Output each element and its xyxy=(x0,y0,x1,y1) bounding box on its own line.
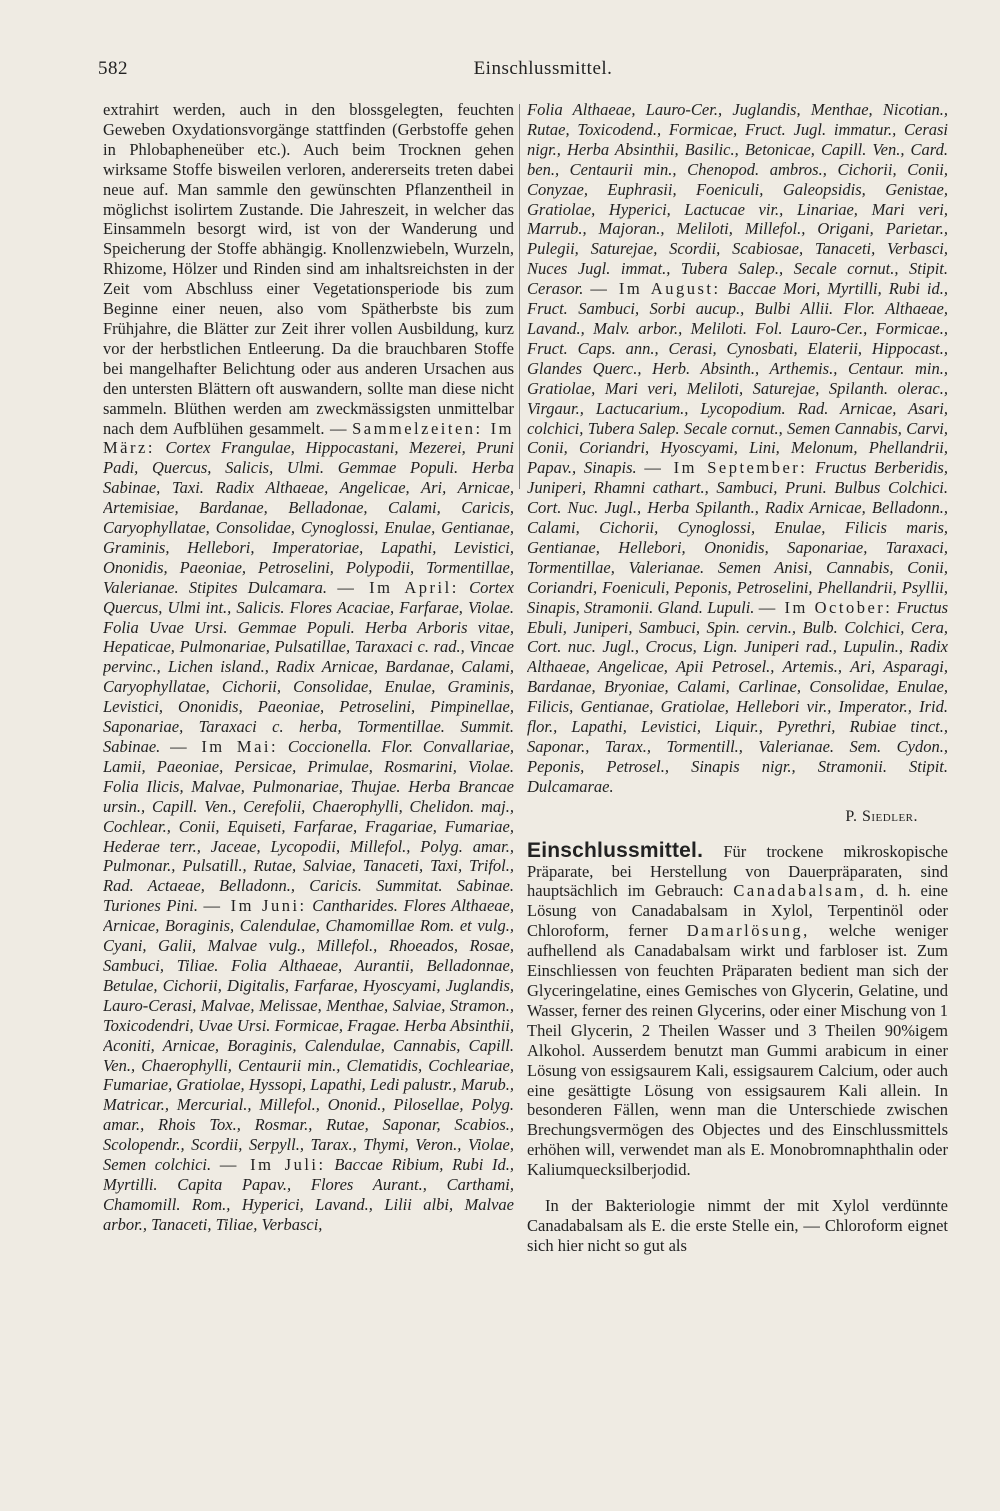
canadabalsam-term: Canadabalsam, xyxy=(733,881,867,901)
juli-list-continued: Folia Althaeae, Lauro-Cer., Juglandis, Menthae, Nicotian., Rutae, Toxicodend., Formicae, Fruct. Jugl. immatur., Cerasi nigr., Herba Absinthii, Basilic., Betonicae, Capill. Ven., Card. ben., Centaurii min., Chenopod. ambros., Cichorii, Conii, Conyzae, Euphrasii, Foeniculi, Galeopsidis, Genistae, Gratiolae, Hyperici, Lactucae vir., Linariae, Mari veri, Marrub., Majoran., Meliloti, Millefol., Origani, Parietar., Pulegii, Saturejae, Scordii, Scabiosae, Tanaceti, Verbasci, Nuces Jugl. immat., Tubera Salep., Secale cornut., Stipit. Cerasor. xyxy=(527,100,948,299)
body-paragraph xyxy=(103,100,514,1235)
page-number: 582 xyxy=(98,58,128,79)
entry-text-3: welche weniger aufhellend als Canadabalsam wirkt und farbloser ist. Zum Einschliessen von feuchten Präparaten bedient man sich der Glyceringelatine, eines Gemisches von Glycerin, Gelatine, und Wasser, ferner des reinen Glycerins, oder einer Mischung von 1 Theil Glycerin, 2 Theilen Wasser und 3 Theilen 90%igem Alkohol. Ausserdem benutzt man Gummi arabicum in einer Lösung von essigsaurem Kali, essigsaurem Calcium, oder auch eine gesättigte Lösung von essigsaurem Kali allein. In besonderen Fällen, wenn man die Unterschiede zwischen Brechungsvermögen des Objectes und des Einschlussmittels erhöhen will, verwendet man als E. Monobromnaphthalin oder Kaliumquecksilberjodid. xyxy=(527,921,948,1180)
juli-list: Baccae Ribium, Rubi Id., Myrtilli. Capita Papav., Flores Aurant., Carthami, Chamomill. Rom., Hyperici, Lavand., Lilii albi, Malvae arbor., Tanaceti, Tiliae, Verbasci, xyxy=(103,1155,514,1234)
august-label: — Im August: xyxy=(590,279,721,299)
right-column xyxy=(527,100,948,1480)
juni-label: — Im Juni: xyxy=(203,896,307,916)
paragraph-gap xyxy=(527,1180,948,1196)
entry-text-1: Für trockene mikroskopische Präparate, bei Herstellung von Dauerpräparaten, sind hauptsächlich im Gebrauch: xyxy=(527,841,948,901)
october-list: Fructus Ebuli, Juniperi, Sambuci, Spin. cervin., Bulb. Colchici, Cera, Cort. nuc. Jugl., Crocus, Lign. Juniperi rad., Lupulin., Radix Althaeae, Angelicae, Apii Petrosel., Artemis., Ari, Asparagi, Bardanae, Bryoniae, Calami, Carlinae, Consolidae, Enulae, Filicis, Gentianae, Gratiolae, Hellebori vir., Imperator., Irid. flor., Lapathi, Levistici, Liquir., Pyrethri, Rubiae tinct., Saponar., Tarax., Tormentill., Valerianae. Sem. Cydon., Peponis, Petrosel., Sinapis nigr., Stramonii. Stipit. Dulcamarae. xyxy=(527,597,948,796)
juli-label: — Im Juli: xyxy=(219,1155,326,1175)
damarloesung-term: Damarlösung, xyxy=(686,921,810,941)
april-label: — Im April: xyxy=(337,577,459,597)
author-signature: P. Siedler. xyxy=(845,807,918,825)
september-label: — Im September: xyxy=(644,458,808,478)
left-column xyxy=(103,100,514,1480)
mai-label: — Im Mai: xyxy=(170,737,279,756)
mai-list: Coccionella. Flor. Convallariae, Lamii, Paeoniae, Persicae, Primulae, Rosmarini, Violae. Folia Ilicis, Malvae, Pulmonariae, Thujae. Herba Brancae ursin., Capill. Ven., Cerefolii, Chaerophylli, Chelidon. maj., Cochlear., Conii, Equiseti, Farfarae, Fragariae, Fumariae, Hederae terr., Jaceae, Lycopodii, Millefol., Polyg. amar., Pulmonar., Pulsatill., Rutae, Salviae, Tanaceti, Taxi, Trifol., Rad. Actaeae, Belladonn., Caricis. Summitat. Sabinae. Turiones Pini. xyxy=(103,737,514,916)
entry-paragraph xyxy=(527,838,948,1180)
maerz-list: Cortex Frangulae, Hippocastani, Mezerei, Pruni Padi, Quercus, Salicis, Ulmi. Gemmae Populi. Herba Sabinae, Taxi. Radix Althaeae, Angelicae, Ari, Arnicae, Artemisiae, Bardanae, Belladonae, Calami, Caricis, Caryophyllatae, Consolidae, Cynoglossi, Enulae, Gentianae, Graminis, Hellebori, Imperatoriae, Lapathi, Levistici, Ononidis, Paeoniae, Petroselini, Polypodii, Tormentillae, Valerianae. Stipites Dulcamara. xyxy=(103,438,514,597)
intro-text: extrahirt werden, auch in den blossgelegten, feuchten Geweben Oxydationsvorgänge stattfinden (Gerbstoffe gehen in Phlobapheneüber etc.). Auch beim Trocknen gehen wirksame Stoffe bisweilen verloren, andererseits treten dabei neue auf. Man sammle den gewünschten Pflanzentheil in möglichst isolirtem Zustande. Die Jahreszeit, in welcher das Einsammeln besorgt wird, ist von der Wanderung und Speicherung der Stoffe abhängig. Knollenzwiebeln, Wurzeln, Rhizome, Hölzer und Rinden sind am inhaltsreichsten in der Zeit vom Abschluss einer Vegetationsperiode bis zum Beginne einer neuen, also vom Spätherbste bis zum Frühjahre, die Blätter zur Zeit ihrer vollen Ausbildung, kurz vor der herbstlichen Entleerung. Da die brauchbaren Stoffe bei mangelhafter Belichtung oder aus anderen Ursachen aus den untersten Blättern oft auswandern, sollte man diese nicht sammeln. Blüthen werden am zweckmässigsten unmittelbar nach dem Aufblühen gesammelt. — xyxy=(103,100,514,438)
entry-text-2: d. h. eine Lösung von Canadabalsam in Xylol, Terpentinöl oder Chloroform, ferner xyxy=(527,881,948,941)
entry-heading: Einschlussmittel. xyxy=(527,838,704,862)
october-label: — Im October: xyxy=(758,597,893,617)
sammelzeiten-label: Sammelzeiten: Im März: xyxy=(103,418,514,458)
sammelzeiten-continued xyxy=(527,100,948,797)
bakteriologie-paragraph xyxy=(527,1196,948,1256)
september-list: Fructus Berberidis, Juniperi, Rhamni cathart., Sambuci, Pruni. Bulbus Colchici. Cort. Nuc. Jugl., Herba Spilanth., Radix Arnicae, Belladonn., Calami, Cichorii, Cynoglossi, Enulae, Filicis maris, Gentianae, Hellebori, Ononidis, Saponariae, Taraxaci, Tormentillae, Valerianae. Semen Anisi, Cannabis, Conii, Coriandri, Foeniculi, Peponis, Petroselini, Phellandrii, Psyllii, Sinapis, Stramonii. Gland. Lupuli. xyxy=(527,458,948,617)
page-header xyxy=(98,58,948,86)
august-list: Baccae Mori, Myrtilli, Rubi id., Fruct. Sambuci, Sorbi aucup., Bulbi Allii. Flor. Althaeae, Lavand., Malv. arbor., Meliloti. Fol. Lauro-Cer., Formicae., Fruct. Caps. ann., Cerasi, Cynosbati, Elaterii, Hippocast., Glandes Querc., Herb. Absinth., Arthemis., Centaur. min., Gratiolae, Mari veri, Meliloti, Saturejae, Spilanth. olerac., Virgaur., Lactucarium., Lycopodium. Rad. Arnicae, Asari, colchici, Tubera Salep. Secale cornut., Semen Cannabis, Carvi, Conii, Coriandri, Hyoscyami, Lini, Melonum, Phellandrii, Papav., Sinapis. xyxy=(527,279,948,478)
juni-list: Cantharides. Flores Althaeae, Arnicae, Boraginis, Calendulae, Chamomillae Rom. et vulg., Cyani, Galii, Malvae vulg., Millefol., Rhoeados, Rosae, Sambuci, Tiliae. Folia Althaeae, Aurantii, Belladonnae, Betulae, Cichorii, Digitalis, Farfarae, Hyoscyami, Juglandis, Lauro-Cerasi, Malvae, Melissae, Menthae, Salviae, Stramon., Toxicodendri, Uvae Ursi. Formicae, Fragae. Herba Absinthii, Aconiti, Arnicae, Boraginis, Calendulae, Cannabis, Capill. Ven., Chaerophylli, Centaurii min., Clematidis, Cochleariae, Fumariae, Gratiolae, Hyssopi, Lapathi, Ledi palustr., Marub., Matricar., Mercurial., Millefol., Ononid., Pilosellae, Polyg. amar., Rhois Tox., Rosmar., Rutae, Saponar, Scabios., Scolopendr., Scordii, Serpyll., Tarax., Thymi, Veron., Violae, Semen colchici. xyxy=(103,896,514,1175)
entry-text-4: In der Bakteriologie nimmt der mit Xylol verdünnte Canadabalsam als E. die erste Stelle ein, — Chloroform eignet sich hier nicht so gut als xyxy=(527,1196,948,1255)
april-list: Cortex Quercus, Ulmi int., Salicis. Flores Acaciae, Farfarae, Violae. Folia Uvae Ursi. Gemmae Populi. Herba Arboris vitae, Hepaticae, Pulmonariae, Pulsatillae, Taraxaci c. rad., Vincae pervinc., Lichen island., Radix Arnicae, Bardanae, Calami, Caryophyllatae, Cichorii, Consolidae, Enulae, Graminis, Levistici, Ononidis, Paeoniae, Petroselini, Pimpinellae, Saponariae, Taraxaci c. herba, Tormentillae. Summit. Sabinae. xyxy=(103,577,514,756)
column-divider xyxy=(519,104,520,489)
running-title: Einschlussmittel. xyxy=(473,58,613,79)
